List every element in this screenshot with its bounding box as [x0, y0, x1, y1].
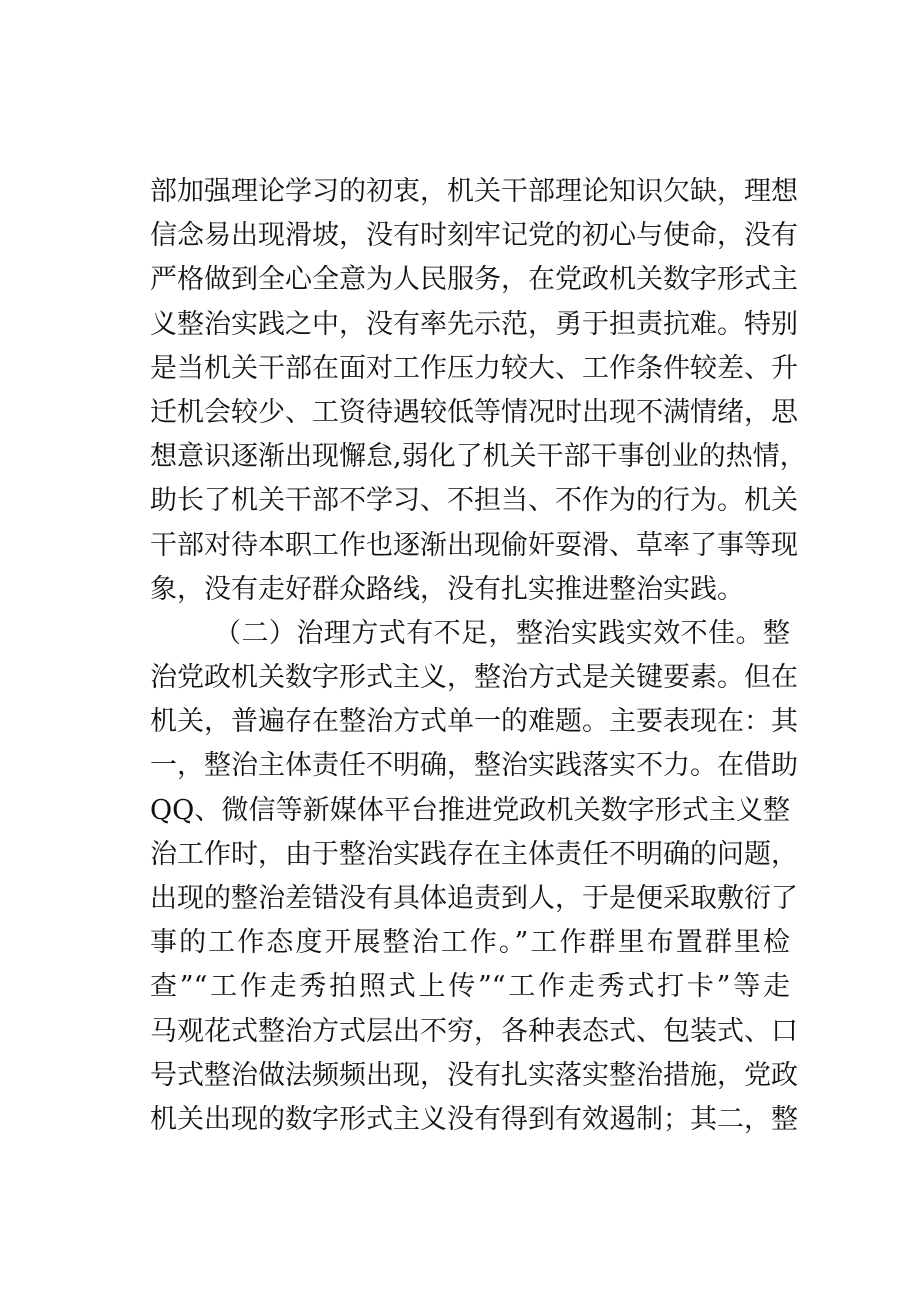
- text-line: 助长了机关干部不学习、不担当、不作为的行为。机关: [150, 485, 798, 517]
- paragraph-end-line: 象，没有走好群众路线，没有扎实推进整治实践。: [150, 573, 744, 605]
- text-line: 号式整治做法频频出现，没有扎实落实整治措施，党政: [150, 1059, 798, 1091]
- text-line: 迁机会较少、工资待遇较低等情况时出现不满情绪，思: [150, 396, 798, 428]
- text-line: 马观花式整治方式层出不穷，各种表态式、包装式、口: [150, 1015, 798, 1047]
- body-text: [150, 170, 807, 1142]
- text-line: 义整治实践之中，没有率先示范，勇于担责抗难。特别: [150, 308, 798, 340]
- text-line: 机关，普遍存在整治方式单一的难题。主要表现在：其: [150, 706, 798, 738]
- text-line: 信念易出现滑坡，没有时刻牢记党的初心与使命，没有: [150, 220, 798, 252]
- text-line: 治党政机关数字形式主义，整治方式是关键要素。但在: [150, 662, 798, 694]
- text-line: 事的工作态度开展整治工作。”工作群里布置群里检: [150, 927, 790, 959]
- text-line: 想意识逐渐出现懈怠,弱化了机关干部干事创业的热情，: [150, 441, 807, 473]
- text-line: 出现的整治差错没有具体追责到人，于是便采取敷衍了: [150, 883, 798, 914]
- text-line: 机关出现的数字形式主义没有得到有效遏制；其二，整: [150, 1103, 798, 1135]
- text-line: 查”“工作走秀拍照式上传”“工作走秀式打卡”等走: [150, 971, 790, 1003]
- text-line: 严格做到全心全意为人民服务，在党政机关数字形式主: [150, 264, 798, 296]
- text-line: 一，整治主体责任不明确，整治实践落实不力。在借助: [150, 750, 798, 782]
- text-line: 是当机关干部在面对工作压力较大、工作条件较差、升: [150, 352, 798, 384]
- text-line: 治工作时，由于整治实践存在主体责任不明确的问题，: [150, 838, 798, 870]
- text-line: 干部对待本职工作也逐渐出现偷奸耍滑、草率了事等现: [150, 529, 798, 561]
- section-heading-line: （二）治理方式有不足，整治实践实效不佳。整: [214, 617, 790, 649]
- text-line: 部加强理论学习的初衷，机关干部理论知识欠缺，理想: [150, 176, 798, 207]
- text-line: QQ、微信等新媒体平台推进党政机关数字形式主义整: [150, 794, 790, 826]
